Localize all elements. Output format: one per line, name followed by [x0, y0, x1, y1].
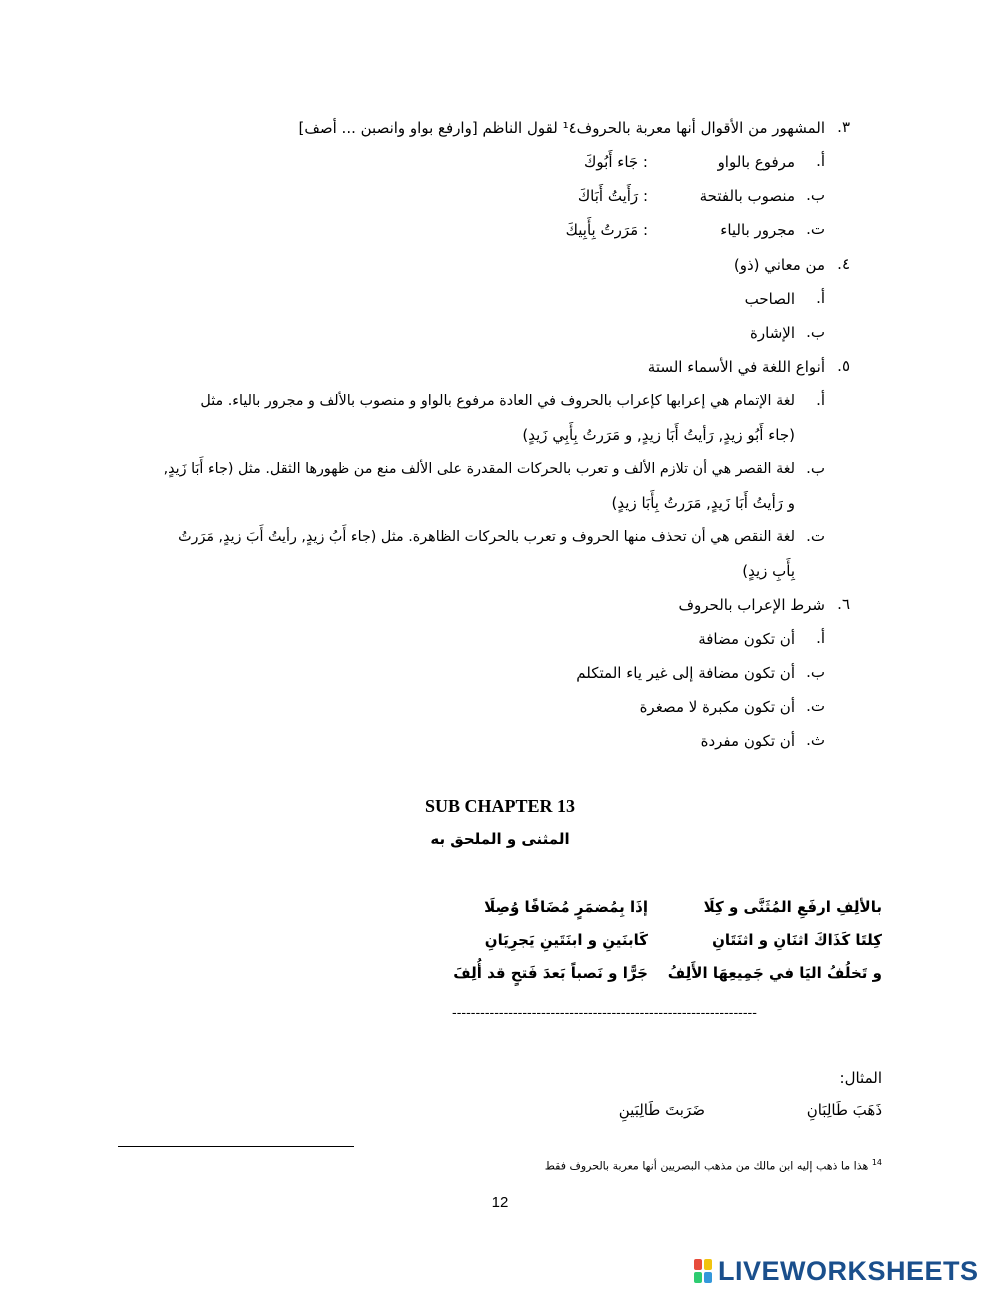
verse-2-right: كِلتَا كَذَاكَ اثنَانِ و اثنَتَانِ: [712, 931, 882, 949]
item-number-3: ٣.: [837, 118, 850, 136]
item-3a-example: : جَاء أَبُوكَ: [584, 153, 648, 171]
item-4b-letter: ب.: [806, 323, 825, 341]
item-5b-line1: لغة القصر هي أن تلازم الألف و تعرب بالحركات المقدرة على الألف منع من ظهورها الثقل. مثل (جاء أَبَا زَيدٍ,: [163, 461, 795, 477]
example-left: ضَرَبتَ طَالِبَينِ: [618, 1101, 705, 1119]
item-3a-case: مرفوع بالواو: [717, 153, 795, 171]
item-5-text: أنواع اللغة في الأسماء الستة: [647, 358, 825, 376]
item-3b-letter: ب.: [806, 186, 825, 204]
logo-text: LIVEWORKSHEETS: [718, 1255, 979, 1286]
item-6b-text: أن تكون مضافة إلى غير ياء المتكلم: [576, 664, 795, 682]
item-3c-letter: ت.: [806, 220, 825, 238]
item-6d-letter: ث.: [806, 731, 825, 749]
item-6d-text: أن تكون مفردة: [700, 732, 795, 750]
verse-3-left: جَرًّا و نَصباً بَعدَ فَتحٍ قد أُلِفَ: [453, 964, 648, 982]
item-6a-text: أن تكون مضافة: [698, 630, 795, 648]
example-right: ذَهَبَ طَالِبَانِ: [806, 1101, 882, 1119]
item-number-6: ٦.: [837, 595, 850, 613]
verse-1-left: إذَا بِمُضمَرٍ مُضَافًا وُصِلَا: [484, 898, 648, 916]
item-5c-letter: ت.: [806, 527, 825, 545]
item-6-text: شرط الإعراب بالحروف: [678, 596, 825, 614]
item-3c-example: : مَرَرتُ بِأَبِيكَ: [565, 221, 648, 239]
footnote-text: هذا ما ذهب إليه ابن مالك من مذهب البصريين أنها معربة بالحروف فقط: [544, 1159, 869, 1173]
item-4a-letter: أ.: [816, 289, 825, 307]
logo-block-icon: [704, 1272, 712, 1283]
logo-block-icon: [694, 1259, 702, 1270]
footnote-rule: [118, 1146, 354, 1147]
verse-1-right: بالألِفِ ارفَعِ المُثَنَّى و كِلَا: [703, 898, 882, 916]
item-4b-text: الإشارة: [750, 324, 795, 342]
logo-block-icon: [704, 1259, 712, 1270]
item-5a-line2: (جاء أَبُو زيدٍ, رَأيتُ أَبَا زيدٍ, و مَرَرتُ بِأَبِي زَيدٍ): [522, 426, 795, 444]
item-6c-text: أن تكون مكبرة لا مصغرة: [639, 698, 795, 716]
item-5b-letter: ب.: [806, 459, 825, 477]
item-3a-letter: أ.: [816, 152, 825, 170]
item-3c-case: مجرور بالياء: [720, 221, 795, 239]
chapter-title: SUB CHAPTER 13: [424, 796, 576, 816]
verse-3-right: و تَخلُفُ اليَا في جَمِيعِهَا الأَلِفُ: [667, 964, 882, 982]
verse-2-left: كَابنَينِ و ابنَتَينِ يَجرِيَانِ: [484, 931, 648, 949]
item-3-text: المشهور من الأقوال أنها معربة بالحروف¹٤ لقول الناظم [وارفع بواو وانصبن ... أصف]: [298, 119, 825, 137]
item-6c-letter: ت.: [806, 697, 825, 715]
chapter-subtitle: المثنى و الملحق به: [430, 830, 570, 848]
item-number-4: ٤.: [837, 255, 850, 273]
item-6a-letter: أ.: [816, 629, 825, 647]
page-number: 12: [491, 1194, 509, 1211]
item-5a-letter: أ.: [816, 391, 825, 409]
item-4a-text: الصاحب: [744, 290, 795, 308]
logo-mark-icon: [694, 1259, 712, 1283]
item-5b-line2: و رَأيتُ أَبَا زَيدٍ, مَرَرتُ بِأَبَا زيدٍ): [611, 494, 795, 512]
example-label: المثال:: [839, 1069, 882, 1087]
item-5a-line1: لغة الإتمام هي إعرابها كإعراب بالحروف في العادة مرفوع بالواو و منصوب بالألف و مجرور بالياء. مثل: [200, 393, 795, 409]
logo-block-icon: [694, 1272, 702, 1283]
footnote-number: 14: [871, 1158, 882, 1167]
item-6b-letter: ب.: [806, 663, 825, 681]
liveworksheets-logo: [694, 1256, 979, 1286]
divider-line: -----------------------------------------------------------------: [452, 1006, 757, 1021]
item-3b-case: منصوب بالفتحة: [699, 187, 795, 205]
item-5c-line2: بِأَبِ زيدٍ): [742, 562, 795, 580]
footnote: [545, 1158, 882, 1173]
item-4-text: من معاني (ذو): [733, 256, 825, 274]
item-5c-line1: لغة النقص هي أن تحذف منها الحروف و تعرب بالحركات الظاهرة. مثل (جاء أَبُ زيدٍ, رأيتُ أَبَ زيدٍ, مَرَرتُ: [178, 529, 795, 545]
item-3b-example: : رَأَيتُ أَبَاكَ: [577, 187, 648, 205]
item-number-5: ٥.: [837, 357, 850, 375]
